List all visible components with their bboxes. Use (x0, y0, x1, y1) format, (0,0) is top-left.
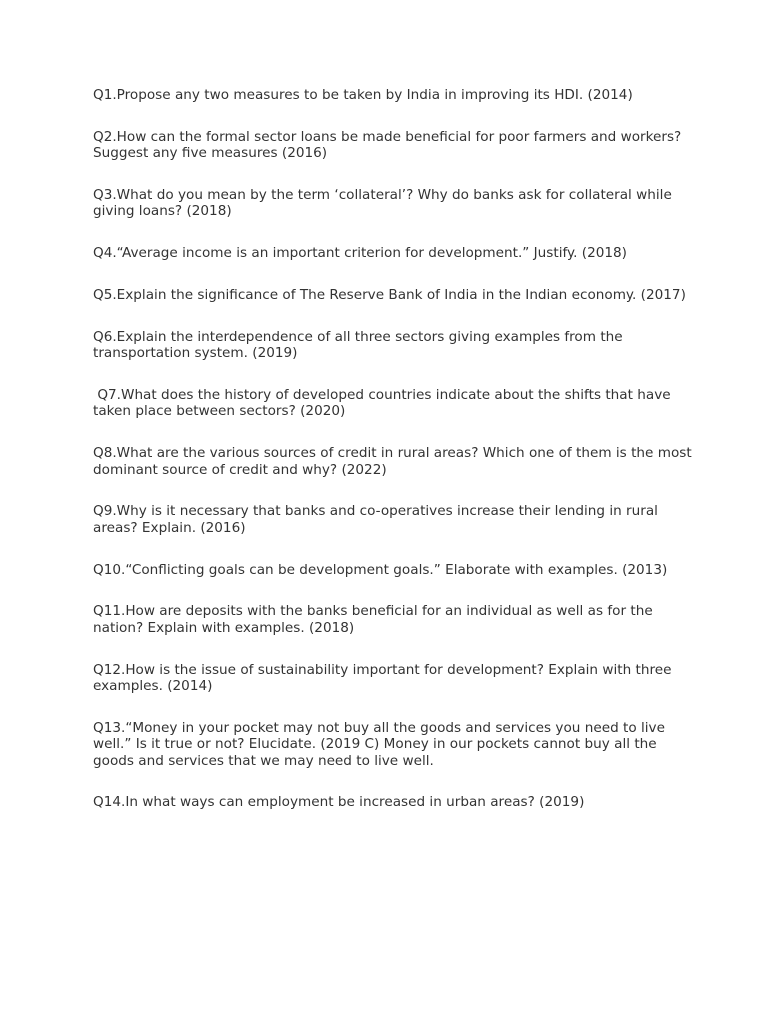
question-13: Q13.“Money in your pocket may not buy all the goods and services you need to live well.” Is it true or not? Elucidate. (2019 C) Money in our pockets cannot buy all the goods and services that we may need to live well. (93, 719, 670, 769)
question-10: Q10.“Conflicting goals can be development goals.” Elaborate with examples. (2013) (93, 561, 668, 578)
question-4: Q4.“Average income is an important criterion for development.” Justify. (2018) (93, 245, 627, 262)
document-page (93, 87, 697, 836)
question-3: Q3.What do you mean by the term ‘collateral’? Why do banks ask for collateral while giving loans? (2018) (93, 187, 677, 220)
question-5: Q5.Explain the significance of The Reserve Bank of India in the Indian economy. (2017) (93, 287, 686, 303)
question-1: Q1.Propose any two measures to be taken by India in improving its HDI. (2014) (93, 87, 633, 103)
question-11: Q11.How are deposits with the banks beneficial for an individual as well as for the nation? Explain with examples. (2018) (93, 603, 658, 636)
question-6: Q6.Explain the interdependence of all three sectors giving examples from the transportation system. (2019) (93, 328, 627, 362)
question-14: Q14.In what ways can employment be increased in urban areas? (2019) (93, 794, 585, 811)
question-8: Q8.What are the various sources of credit in rural areas? Which one of them is the most dominant source of credit and why? (2022) (93, 445, 697, 478)
question-12: Q12.How is the issue of sustainability important for development? Explain with three examples. (2014) (93, 661, 676, 695)
question-7: Q7.What does the history of developed countries indicate about the shifts that have taken place between sectors? (2020) (93, 387, 675, 420)
question-2: Q2.How can the formal sector loans be made beneficial for poor farmers and workers? Suggest any five measures (2016) (93, 128, 686, 162)
question-9: Q9.Why is it necessary that banks and co-operatives increase their lending in rural areas? Explain. (2016) (93, 503, 663, 536)
